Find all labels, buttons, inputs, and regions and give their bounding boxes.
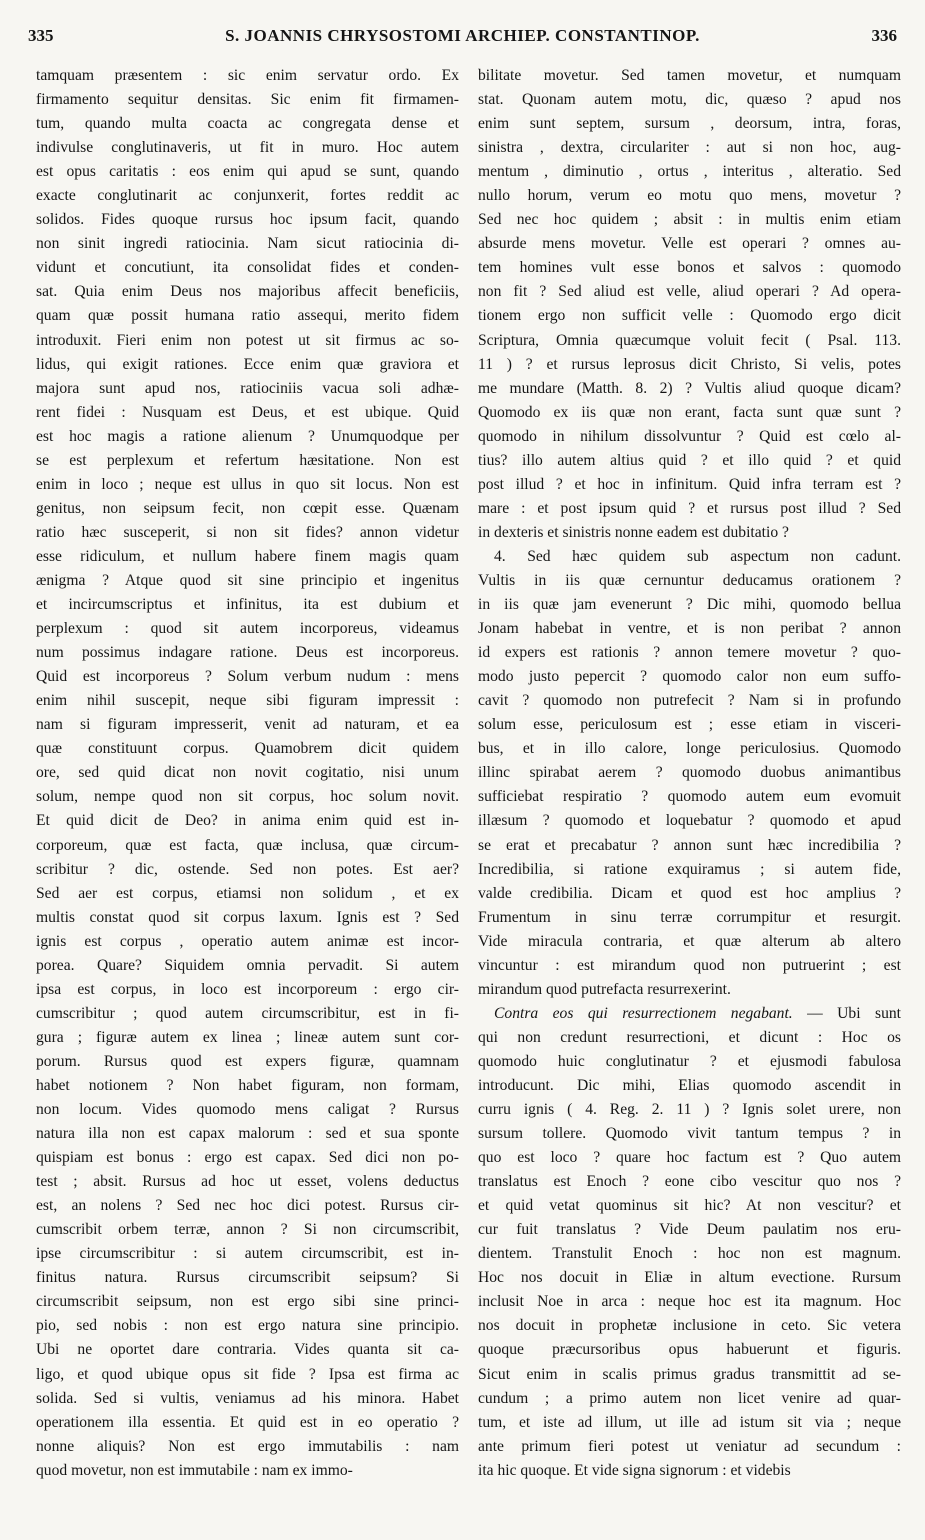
text-line: Sed aer est corpus, etiamsi non solidum , et ex (36, 884, 459, 902)
text-line: Frumentum in sinu terræ corrumpitur et resurgit. (478, 908, 901, 926)
text-line: ita hic quoque. Et vide signa signorum : et videbis (478, 1461, 791, 1479)
text-line: Hoc nos docuit in Eliæ in altum evectione. Rursum (478, 1269, 901, 1287)
text-line: rent fidei : Nusquam est Deus, et est ubique. Quid (36, 403, 459, 421)
text-line: vincuntur : est mirandum quod non putruerint ; est (478, 956, 901, 974)
text-line: et incircumscriptus et infinitus, ita est dubium et (36, 596, 459, 614)
text-line: id expers est rationis ? annon temere movetur ? quo- (478, 644, 901, 662)
text-line: solidos. Fides quoque rursus hoc ipsum facit, quando (36, 211, 459, 229)
text-line: gura ; figuræ autem ex linea ; lineæ autem sunt cor- (36, 1028, 459, 1046)
text-line: Jonam habebat in ventre, et is non peribat ? annon (478, 620, 901, 638)
text-line: modo justo pepercit ? quomodo calor non eum suffo- (478, 668, 901, 686)
left-text-column (36, 64, 459, 1483)
page-header (28, 20, 897, 54)
text-line: circumscribit seipsum, non est ergo sibi sine princi- (36, 1293, 459, 1311)
text-line: ipsa est corpus, in loco est incorporeum : ergo cir- (36, 980, 459, 998)
text-line: nos docuit in prophetæ inclusione in ceto. Sic vetera (478, 1317, 901, 1335)
text-line: ænigma ? Atque quod sit sine principio et ingenitus (36, 571, 459, 589)
text-line: se erat et precabatur ? annon sunt hæc incredibilia ? (478, 836, 901, 854)
text-line: nullo horum, verum eo motu quo mens, movetur ? (478, 187, 901, 205)
text-line: mirandum quod putrefacta resurrexerint. (478, 980, 731, 998)
text-line: valde credibilia. Dicam et quod est hoc amplius ? (478, 884, 901, 902)
text-line: cavit ? quomodo non putrefecit ? Nam si in profundo (478, 692, 901, 710)
text-line: habet notionem ? Non habet figuram, non formam, (36, 1076, 459, 1094)
text-line: finitus natura. Rursus circumscribit seipsum? Si (36, 1269, 459, 1287)
text-line: enim nihil suscepit, neque sibi figuram impressit : (36, 692, 459, 710)
text-line: tem homines vult esse bonos et salvos : quomodo (478, 259, 901, 277)
text-line: solum esse, periculosum est ; esse etiam in visceri- (478, 716, 901, 734)
text-line: in dexteris et sinistris nonne eadem est dubitatio ? (478, 523, 789, 541)
text-line: porum. Rursus quod est expers figuræ, quamnam (36, 1052, 459, 1070)
text-line: quam quæ possit humana ratio assequi, merito fidem (36, 307, 459, 325)
text-line: post illud ? et hoc in infinitum. Quid infra terram est ? (478, 475, 901, 493)
text-line: translatus est Enoch ? eone cibo vescitur quo nos ? (478, 1173, 901, 1191)
page-number-left: 335 (28, 26, 54, 45)
text-line: esse ridiculum, et nullum habere finem magis quam (36, 547, 459, 565)
text-line: est opus caritatis : eos enim qui apud se sunt, quando (36, 163, 459, 181)
text-line: Contra eos qui resurrectionem negabant. — Ubi sunt (494, 1004, 901, 1022)
text-line: quispiam est bonus : ergo est capax. Sed dici non po- (36, 1149, 459, 1167)
text-line: se est perplexum et refertum hæsitatione. Non est (36, 451, 459, 469)
text-line: bilitate movetur. Sed tamen movetur, et numquam (478, 67, 901, 84)
text-line: Sicut enim in scalis primus gradus transmittit ad se- (478, 1365, 901, 1383)
text-line: enim in loco ; neque est ullus in quo sit locus. Non est (36, 475, 459, 493)
text-line: ignis est corpus , operatio autem animæ est incor- (36, 932, 459, 950)
text-line: solum, nempe quod non sit corpus, hoc solum novit. (36, 788, 459, 806)
text-line: corporeum, quæ est facta, quæ inclusa, quæ circum- (36, 836, 459, 854)
text-line: cumscribit orbem terræ, annon ? Si non circumscribit, (36, 1221, 459, 1239)
text-line: lidus, qui exigit rationes. Ecce enim quæ graviora et (36, 355, 459, 373)
text-line: non sinit ingredi ratiocinia. Nam sicut ratiocinia di- (36, 235, 459, 253)
text-line: Vide miracula contraria, et quæ alterum ab altero (478, 932, 901, 950)
text-line: tum, quando multa coacta ac congregata dense et (36, 115, 459, 133)
text-line: ratio hæc susceperit, si non sit fides? annon videtur (36, 523, 459, 541)
text-line: est hoc magis a ratione alienum ? Unumquodque per (36, 427, 459, 445)
text-line: Incredibilia, si ratione exquiramus ; si autem fide, (478, 860, 901, 878)
text-line: me mundare (Matth. 8. 2) ? Vultis aliud quoque dicam? (478, 379, 901, 397)
text-line: est, an nolens ? Sed nec hoc dici potest. Rursus cir- (36, 1197, 459, 1215)
text-line: num possimus indagare ratione. Deus est incorporeus. (36, 644, 459, 662)
text-line: pio, sed nobis : non est ergo natura sine principio. (36, 1317, 459, 1335)
text-line: qui non credunt resurrectioni, et dicunt : Hoc os (478, 1028, 901, 1046)
text-line: porea. Quare? Siquidem omnia pervadit. Si autem (36, 956, 459, 974)
text-line: illinc spirabat aerem ? quomodo duobus animantibus (478, 764, 901, 782)
text-line: non locum. Vides quomodo mens caligat ? Rursus (36, 1101, 459, 1119)
text-line: introducunt. Dic mihi, Elias quomodo ascendit in (478, 1076, 901, 1094)
text-line: vidunt et concutiunt, ita consolidat fides et conden- (36, 259, 459, 277)
text-line: sinistra , dextra, circulariter : aut si non hoc, aug- (478, 139, 901, 157)
text-line: genitus, non seipsum fecit, non cœpit esse. Quænam (36, 499, 459, 517)
text-line: mentum , diminutio , ortus , interitus , alteratio. Sed (478, 163, 901, 181)
text-line: Scriptura, Omnia quæcumque voluit fecit ( Psal. 113. (478, 331, 901, 349)
text-line: solida. Sed si vultis, veniamus ad his minora. Habet (36, 1389, 459, 1407)
text-line: Sed nec hoc quidem ; absit : in multis enim etiam (478, 211, 901, 229)
text-line: perplexum : quod sit autem incorporeus, videamus (36, 620, 459, 638)
text-line: illæsum ? quomodo et loquebatur ? quomodo et apud (478, 812, 901, 830)
text-line: quoque præcursoribus opus habuerunt et figuris. (478, 1341, 901, 1359)
text-line: inclusit Noe in arca : neque hoc est ita magnum. Hoc (478, 1293, 901, 1311)
text-line: ore, sed quid dicat non novit cogitatio, nisi unum (36, 764, 459, 782)
text-line: mare : et post ipsum quid ? et rursus post illud ? Sed (478, 499, 901, 517)
text-line: majora sunt apud nos, ratiociniis vacua soli adhæ- (36, 379, 459, 397)
text-line: cur fuit translatus ? Vide Deum paulatim nos eru- (478, 1221, 901, 1239)
text-line: in iis quæ jam evenerunt ? Dic mihi, quomodo bellua (478, 596, 901, 614)
text-line: Ubi ne oportet dare contraria. Vides quanta sit ca- (36, 1341, 459, 1359)
text-line: dientem. Transtulit Enoch : hoc non est magnum. (478, 1245, 901, 1263)
text-line: ligo, et quod ubique opus sit fide ? Ipsa est firma ac (36, 1365, 459, 1383)
text-line: tamquam præsentem : sic enim servatur ordo. Ex (36, 67, 459, 84)
text-line: multis constat quod sit corpus laxum. Ignis est ? Sed (36, 908, 459, 926)
text-line: nonne aliquis? Non est ergo immutabilis : nam (36, 1437, 459, 1455)
text-line: exacte conglutinarit ac conjunxerit, fortes reddit ac (36, 187, 459, 205)
text-line: Vultis in iis quæ cernuntur deducamus orationem ? (478, 571, 901, 589)
text-line: cundum ; a primo autem non licet venire ad quar- (478, 1389, 901, 1407)
text-line: tius? illo autem altius quid ? et illo quid ? et quid (478, 451, 901, 469)
text-line: cumscribitur ; quod autem circumscribitur, est in fi- (36, 1004, 459, 1022)
page-number-right: 336 (871, 26, 897, 45)
text-line: tum, et iste ad illum, ut ille ad istum sit via ; neque (478, 1413, 901, 1431)
text-line: quod movetur, non est immutabile : nam ex immo- (36, 1461, 353, 1479)
text-line: indivulse conglutinaveris, ut fit in muro. Hoc autem (36, 139, 459, 157)
text-line: Et quid dicit de Deo? in anima enim quid est in- (36, 812, 459, 830)
text-line: sat. Quia enim Deus nos majoribus affecit beneficiis, (36, 283, 459, 301)
text-line: non fit ? Sed aliud est velle, aliud operari ? Ad opera- (478, 283, 901, 301)
text-line: 11 ) ? et rursus leprosus dicit Christo, Si velis, potes (478, 355, 901, 373)
right-text-column (478, 64, 901, 1483)
text-line: ante primum fieri potest ut veniatur ad secundum : (478, 1437, 901, 1455)
text-line: curru ignis ( 4. Reg. 2. 11 ) ? Ignis solet urere, non (478, 1101, 901, 1119)
text-line: quomodo in nihilum dissolvuntur ? Quid est cœlo al- (478, 427, 901, 445)
text-line: introduxit. Fieri enim non potest ut sit firmus ac so- (36, 331, 459, 349)
text-line: test ; absit. Rursus ad hoc ut esset, volens deductus (36, 1173, 459, 1191)
text-line: absurde mens movetur. Velle est operari ? omnes au- (478, 235, 901, 253)
text-line: nam si figuram impresserit, venit ad naturam, et ea (36, 716, 459, 734)
text-line: tionem ergo non sufficit velle : Quomodo ergo dicit (478, 307, 901, 325)
text-line: 4. Sed hæc quidem sub aspectum non cadunt. (494, 547, 901, 565)
text-line: stat. Quonam autem motu, dic, quæso ? apud nos (478, 91, 901, 109)
text-line: bus, et in illo calore, longe periculosius. Quomodo (478, 740, 901, 758)
text-line: ipse circumscribitur : si autem circumscribit, est in- (36, 1245, 459, 1263)
text-line: enim sunt septem, sursum , deorsum, intra, foras, (478, 115, 901, 133)
text-line: operationem illa essentia. Et quid est in eo operatio ? (36, 1413, 459, 1431)
text-line: et quid vetat quominus sit hic? At non vescitur? et (478, 1197, 901, 1215)
text-line: sufficiebat respiratio ? quomodo autem eum evomuit (478, 788, 901, 806)
text-line: quo est loco ? quare hoc factum est ? Quo autem (478, 1149, 901, 1167)
text-line: quæ constituunt corpus. Quamobrem dicit quidem (36, 740, 459, 758)
text-line: sursum tollere. Quomodo vivit tantum tempus ? in (478, 1125, 901, 1143)
running-title: S. JOANNIS CHRYSOSTOMI ARCHIEP. CONSTANTINOP. (225, 26, 700, 45)
text-line: quomodo huic conglutinatur ? et ejusmodi fabulosa (478, 1052, 901, 1070)
text-line: Quomodo ex iis quæ non erant, facta sunt quæ sunt ? (478, 403, 901, 421)
text-line: firmamento sequitur densitas. Sic enim fit firmamen- (36, 91, 459, 109)
text-line: natura illa non est capax malorum : sed et sua sponte (36, 1125, 459, 1143)
text-line: scribitur ? dic, ostende. Sed non potes. Est aer? (36, 860, 459, 878)
text-line: Quid est incorporeus ? Solum verbum nudum : mens (36, 668, 459, 686)
